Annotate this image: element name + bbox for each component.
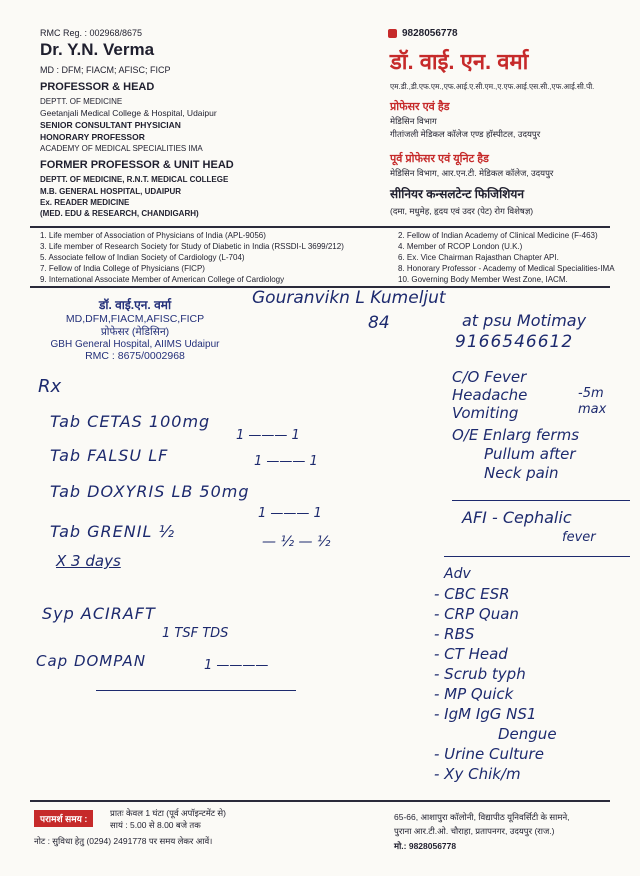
cap-dose: 1 ————: [204, 658, 269, 673]
dept-rnt-hindi: मेडिसिन विभाग, आर.एन.टी. मेडिकल कॉलेज, उदयपुर: [390, 168, 554, 178]
speciality-hindi: (दमा, मधुमेह, हृदय एवं उदर (पेट) रोग विशेषज्ञ): [390, 206, 534, 216]
degrees-hindi: एम.डी.,डी.एफ.एम.,एफ.आई.ए.सी.एम.,ए.एफ.आई.एस.सी.,एफ.आई.सी.पी.: [390, 82, 595, 91]
academy: ACADEMY OF MEDICAL SPECIALITIES IMA: [40, 144, 203, 153]
college-hindi: गीतांजली मेडिकल कॉलेज एण्ड हॉस्पीटल, उदयपुर: [390, 129, 541, 139]
dept-hindi: मेडिसिन विभाग: [390, 116, 437, 126]
exam-item: O/E Enlarg ferms: [452, 426, 580, 444]
med-line: Tab GRENIL ½: [50, 522, 175, 541]
advice-item: Dengue: [498, 725, 557, 743]
title-honorary: HONORARY PROFESSOR: [40, 132, 145, 142]
reader: Ex. READER MEDICINE: [40, 198, 130, 207]
doctor-name: Dr. Y.N. Verma: [40, 40, 155, 59]
complaint-item: C/O Fever: [452, 368, 527, 386]
exam-item: Neck pain: [484, 464, 559, 482]
address-line-2: पुराना आर.टी.ओ. चौराहा, प्रतापनगर, उदयपुर (राज.): [394, 826, 555, 836]
med-line: Tab CETAS 100mg: [50, 412, 211, 431]
membership-item: 8. Honorary Professor - Academy of Medical Specialities-IMA: [398, 264, 615, 273]
doctor-name-hindi: डॉ. वाई. एन. वर्मा: [390, 49, 529, 74]
stamp-name: डॉ. वाई.एन. वर्मा: [98, 298, 172, 312]
mobile-number: मो.: 9828056778: [394, 841, 457, 851]
address-line-1: 65-66, आशापुरा कॉलोनी, विद्यापीठ यूनिवर्सिटी के सामने,: [394, 812, 570, 822]
footer-note: नोट : सुविधा हेतु (0294) 2491778 पर समय लेकर आवें।: [34, 836, 213, 846]
advice-item: - Scrub typh: [434, 665, 526, 683]
consult-time-evening: सायं : 5.00 से 8.00 बजे तक: [110, 820, 201, 830]
advice-item: - Xy Chik/m: [434, 765, 521, 783]
dept-rnt: DEPTT. OF MEDICINE, R.N.T. MEDICAL COLLEGE: [40, 175, 229, 184]
med-line: Tab FALSU LF: [50, 446, 169, 465]
advice-item: - Urine Culture: [434, 745, 544, 763]
advice-divider: [444, 556, 630, 557]
footer-divider: [30, 800, 610, 802]
membership-item: 5. Associate fellow of Indian Society of Cardiology (L-704): [40, 253, 245, 262]
advice-item: - CT Head: [434, 645, 508, 663]
membership-item: 9. International Associate Member of American College of Cardiology: [40, 275, 285, 284]
title-professor: PROFESSOR & HEAD: [40, 81, 155, 93]
dept-medicine: DEPTT. OF MEDICINE: [40, 97, 123, 106]
stamp-rmc: RMC : 8675/0002968: [85, 350, 185, 362]
patient-address: at psu Motimay: [462, 311, 587, 330]
diagnosis: [462, 508, 596, 548]
title-former-hindi: पूर्व प्रोफेसर एवं यूनिट हैड: [390, 153, 489, 165]
consult-time-morning: प्रातः केवल 1 घंटा (पूर्व अपॉइन्टमेंट से): [110, 808, 227, 818]
complaint-item: Vomiting: [452, 404, 519, 422]
diagnosis-item: fever: [562, 530, 596, 545]
title-former: FORMER PROFESSOR & UNIT HEAD: [40, 159, 234, 171]
stamp-title: प्रोफेसर (मेडिसिन): [100, 326, 170, 338]
med-dose: 1 ——— 1: [254, 454, 318, 469]
title-consultant: SENIOR CONSULTANT PHYSICIAN: [40, 120, 181, 130]
complaint-duration: [578, 386, 606, 418]
prescription-end-line: [96, 690, 296, 691]
title-consultant-hindi: सीनियर कन्सलटेन्ट फिजिशियन: [390, 187, 524, 201]
advice-item: - RBS: [434, 625, 475, 643]
membership-item: 7. Fellow of India College of Physicians (FICP): [40, 264, 205, 273]
complaints: [452, 368, 527, 422]
diagnosis-item: AFI - Cephalic: [462, 508, 572, 527]
rx-symbol: Rx: [38, 376, 62, 397]
header-divider: [30, 226, 610, 228]
advice-tests: [434, 584, 557, 784]
med-dose: — ½ — ½: [262, 534, 331, 550]
complaint-item: Headache: [452, 386, 528, 404]
syrup-dose: 1 TSF TDS: [162, 626, 229, 641]
stamp-hospital: GBH General Hospital, AIIMS Udaipur: [50, 339, 220, 350]
advice-item: - IgM IgG NS1: [434, 705, 537, 723]
advice-item: - CBC ESR: [434, 585, 510, 603]
cap-line: Cap DOMPAN: [36, 652, 147, 670]
med-line: Tab DOXYRIS LB 50mg: [50, 482, 250, 501]
membership-item: 2. Fellow of Indian Academy of Clinical Medicine (F-463): [398, 231, 598, 240]
rmc-reg: RMC Reg. : 002968/8675: [40, 28, 143, 38]
memberships-right: [398, 230, 615, 285]
college-name: Geetanjali Medical College & Hospital, Udaipur: [40, 108, 217, 118]
hospital-mb: M.B. GENERAL HOSPITAL, UDAIPUR: [40, 187, 182, 196]
patient-phone: 9166546612: [455, 332, 574, 352]
advice-heading: Adv: [444, 566, 471, 582]
membership-item: 1. Life member of Association of Physicians of India (APL-9056): [40, 231, 266, 240]
stamp-degrees: MD,DFM,FIACM,AFISC,FICP: [65, 313, 205, 325]
patient-name: Gouranvikn L Kumeljut: [252, 288, 446, 308]
complaint-item: -5m: [578, 386, 604, 401]
patient-age: 84: [368, 313, 390, 333]
doctor-stamp: [40, 296, 230, 362]
reader-institute: (MED. EDU & RESEARCH, CHANDIGARH): [40, 209, 199, 218]
duration: X 3 days: [56, 552, 121, 570]
membership-item: 3. Life member of Research Society for Study of Diabetic in India (RSSDI-L 3699/212): [40, 242, 344, 251]
doctor-degrees: MD : DFM; FIACM; AFISC; FICP: [40, 65, 171, 75]
title-professor-hindi: प्रोफेसर एवं हैड: [390, 101, 450, 113]
memberships-left: [40, 230, 344, 285]
membership-item: 10. Governing Body Member West Zone, IACM.: [398, 275, 568, 284]
examination: [452, 426, 579, 483]
syrup-line: Syp ACIRAFT: [42, 604, 156, 623]
advice-item: - CRP Quan: [434, 605, 519, 623]
exam-item: Pullum after: [484, 445, 576, 463]
advice-item: - MP Quick: [434, 685, 514, 703]
med-dose: 1 ——— 1: [258, 506, 322, 521]
complaint-item: max: [578, 402, 607, 417]
membership-item: 6. Ex. Vice Chairman Rajasthan Chapter API.: [398, 253, 559, 262]
med-dose: 1 ——— 1: [236, 428, 300, 443]
phone-number: 9828056778: [402, 28, 458, 39]
membership-item: 4. Member of RCOP London (U.K.): [398, 242, 523, 251]
phone-icon: [388, 29, 397, 38]
diagnosis-divider: [452, 500, 630, 501]
consult-label: परामर्श समय :: [34, 810, 93, 827]
